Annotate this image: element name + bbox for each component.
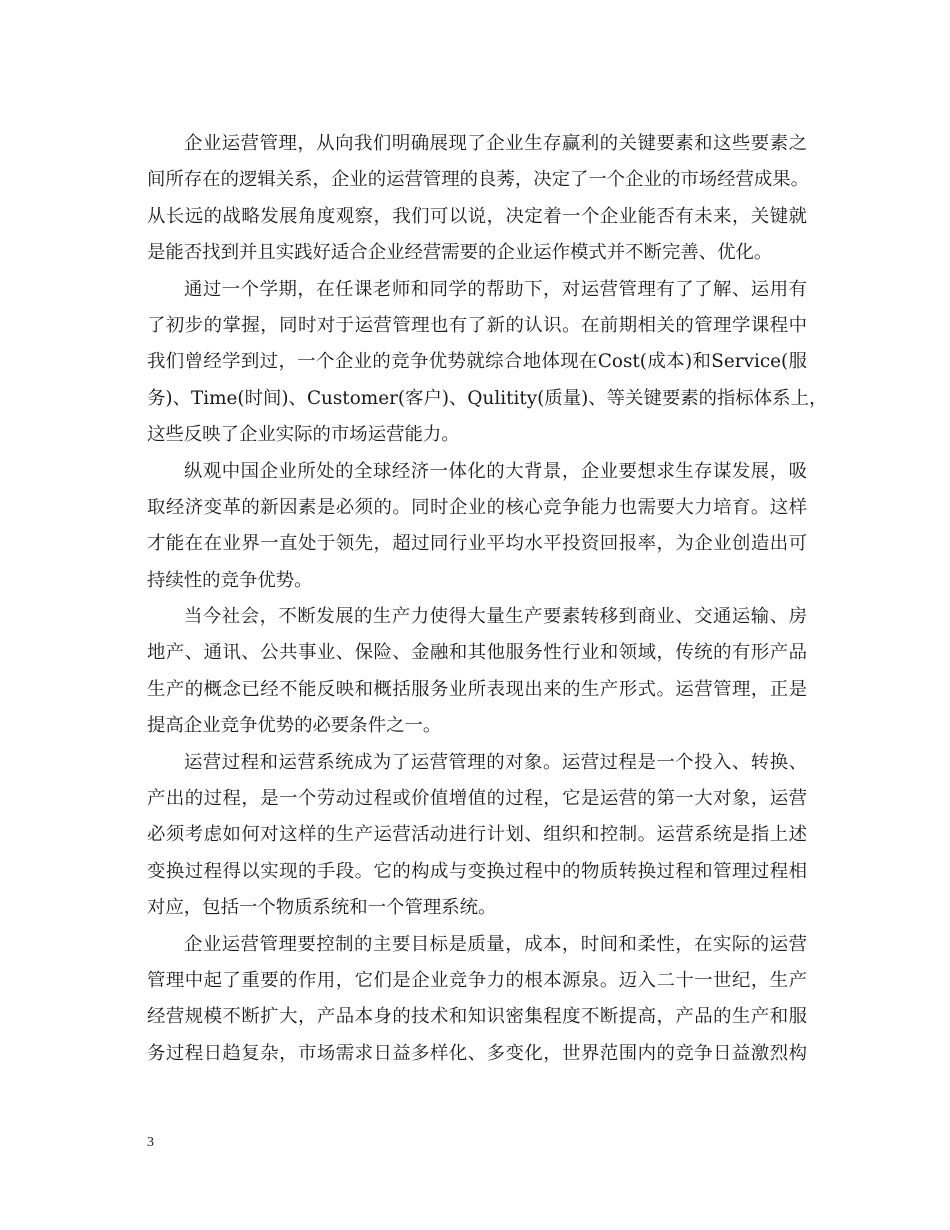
text-line: 间所存在的逻辑关系，企业的运营管理的良莠，决定了一个企业的市场经营成果。 — [147, 169, 810, 191]
paragraph-6 — [147, 927, 807, 1073]
text-line: 运营过程和运营系统成为了运营管理的对象。运营过程是一个投入、转换、 — [184, 751, 807, 773]
text-line: 地产、通讯、公共事业、保险、金融和其他服务性行业和领域，传统的有形产品 — [147, 642, 807, 664]
text-line: 务过程日趋复杂，市场需求日益多样化、多变化，世界范围内的竞争日益激烈构 — [147, 1042, 807, 1064]
text-line: 务)、Time(时间)、Customer(客户)、Qulitity(质量)、等关键要素的指标体系上， — [147, 387, 828, 409]
text-line: 必须考虑如何对这样的生产运营活动进行计划、组织和控制。运营系统是指上述 — [147, 824, 807, 846]
text-line: 当今社会，不断发展的生产力使得大量生产要素转移到商业、交通运输、房 — [184, 606, 807, 628]
text-line: 我们曾经学到过，一个企业的竞争优势就综合地体现在Cost(成本)和Service(服 — [147, 351, 807, 373]
text-line: 通过一个学期，在任课老师和同学的帮助下，对运营管理有了了解、运用有 — [184, 278, 807, 300]
text-line: 提高企业竞争优势的必要条件之一。 — [147, 715, 442, 737]
paragraph-3 — [147, 454, 807, 600]
text-line: 取经济变革的新因素是必须的。同时企业的核心竞争能力也需要大力培育。这样 — [147, 496, 807, 518]
text-line: 这些反映了企业实际的市场运营能力。 — [147, 424, 460, 446]
text-line: 是能否找到并且实践好适合企业经营需要的企业运作模式并不断完善、优化。 — [147, 242, 773, 264]
text-line: 产出的过程，是一个劳动过程或价值增值的过程，它是运营的第一大对象，运营 — [147, 788, 807, 810]
text-line: 经营规模不断扩大，产品本身的技术和知识密集程度不断提高，产品的生产和服 — [147, 1006, 807, 1028]
text-line: 企业运营管理要控制的主要目标是质量，成本，时间和柔性，在实际的运营 — [184, 933, 807, 955]
text-line: 管理中起了重要的作用，它们是企业竞争力的根本源泉。迈入二十一世纪，生产 — [147, 969, 807, 991]
page-number: 3 — [147, 1135, 154, 1150]
text-line: 才能在在业界一直处于领先，超过同行业平均水平投资回报率，为企业创造出可 — [147, 533, 807, 555]
text-line: 生产的概念已经不能反映和概括服务业所表现出来的生产形式。运营管理，正是 — [147, 678, 807, 700]
paragraph-4 — [147, 599, 807, 745]
text-line: 持续性的竞争优势。 — [147, 569, 313, 591]
paragraph-1 — [147, 126, 810, 272]
text-line: 对应，包括一个物质系统和一个管理系统。 — [147, 897, 497, 919]
paragraph-2 — [147, 272, 828, 454]
text-line: 从长远的战略发展角度观察，我们可以说，决定着一个企业能否有未来，关键就 — [147, 205, 807, 227]
text-line: 企业运营管理，从向我们明确展现了企业生存赢利的关键要素和这些要素之 — [184, 133, 807, 154]
text-line: 了初步的掌握，同时对于运营管理也有了新的认识。在前期相关的管理学课程中 — [147, 314, 807, 336]
text-line: 变换过程得以实现的手段。它的构成与变换过程中的物质转换过程和管理过程相 — [147, 860, 807, 882]
paragraph-5 — [147, 745, 807, 927]
text-line: 纵观中国企业所处的全球经济一体化的大背景，企业要想求生存谋发展，吸 — [184, 460, 807, 482]
document-body — [147, 126, 828, 1072]
